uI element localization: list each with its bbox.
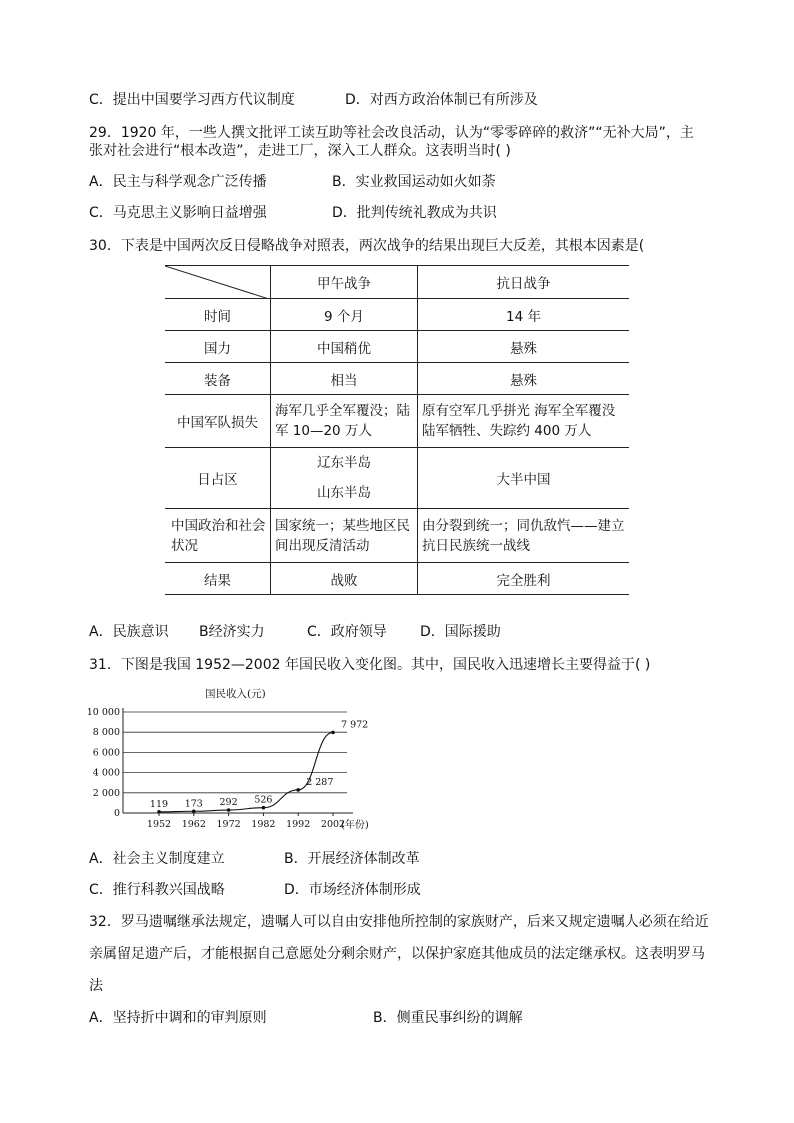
q28-option-d: D．对西方政治体制已有所涉及 <box>345 92 538 108</box>
q30-option-a: A．民族意识 <box>89 624 169 640</box>
row-label: 日占区 <box>165 448 271 509</box>
y-tick-label: 8 000 <box>92 727 120 739</box>
income-line-chart <box>85 685 385 835</box>
y-axis-label: 国民收入(元) <box>205 688 266 700</box>
data-label: 119 <box>149 798 169 810</box>
y-tick-labels <box>87 707 120 819</box>
y-tick-label: 2 000 <box>92 787 120 799</box>
row-label: 中国军队损失 <box>165 395 271 448</box>
table-row <box>165 363 629 395</box>
x-tick-label: 1952 <box>146 819 172 830</box>
y-tick-label: 0 <box>113 808 120 819</box>
cell-kangri: 完全胜利 <box>418 563 630 595</box>
data-point <box>262 806 266 810</box>
diagonal-divider <box>165 266 269 299</box>
cell-kangri: 由分裂到统一；同仇敌忾——建立抗日民族统一战线 <box>418 509 630 563</box>
cell-kangri: 悬殊 <box>418 363 630 395</box>
table-row <box>165 448 629 509</box>
q28-option-c: C．提出中国要学习西方代议制度 <box>89 92 295 108</box>
cell-line: 辽东半岛 <box>317 455 371 471</box>
q32-stem-line1: 32．罗马遗嘱继承法规定，遗嘱人可以自由安排他所控制的家族财产，后来又规定遗嘱人必须在给近 <box>89 914 709 930</box>
x-tick-label: 2002 <box>320 819 346 830</box>
data-label: 526 <box>254 794 273 806</box>
y-tick-label: 10 000 <box>86 707 120 718</box>
row-label: 装备 <box>165 363 271 395</box>
table-row <box>165 509 629 563</box>
data-point <box>331 731 335 735</box>
q30-option-c: C．政府领导 <box>307 624 387 640</box>
q29-option-c: C．马克思主义影响日益增强 <box>89 205 267 221</box>
q29-option-a: A．民主与科学观念广泛传播 <box>89 174 267 190</box>
table-row <box>165 299 629 331</box>
row-label: 结果 <box>165 563 271 595</box>
cell-jiawu: 中国稍优 <box>271 331 418 363</box>
cell-kangri: 原有空军几乎拼光 海军全军覆没陆军牺牲、失踪约 400 万人 <box>418 395 630 448</box>
x-tick-labels <box>147 819 345 830</box>
q29-option-d: D．批判传统礼教成为共识 <box>332 205 497 221</box>
row-label: 国力 <box>165 331 271 363</box>
q32-stem-line3: 法 <box>89 978 103 994</box>
table-row <box>165 563 629 595</box>
table-corner-cell <box>165 266 271 299</box>
x-tick-label: 1962 <box>181 819 206 830</box>
header-kangri: 抗日战争 <box>418 266 630 299</box>
table-header-row <box>165 266 629 299</box>
cell-kangri: 悬殊 <box>418 331 630 363</box>
data-labels <box>150 719 368 809</box>
data-label: 2 287 <box>306 776 334 788</box>
cell-jiawu: 9 个月 <box>271 299 418 331</box>
cell-jiawu: 相当 <box>271 363 418 395</box>
data-label: 173 <box>184 798 203 810</box>
data-label: 292 <box>219 797 238 809</box>
q29-option-b: B．实业救国运动如火如荼 <box>332 174 496 190</box>
table-row <box>165 395 629 448</box>
x-axis-label: (年份) <box>341 820 369 831</box>
y-tick-label: 4 000 <box>92 767 120 779</box>
q29-stem-line1: 29．1920 年，一些人撰文批评工读互助等社会改良活动，认为“零零碎碎的救济”“无补大局”，主 <box>89 125 694 141</box>
data-label: 7 972 <box>341 719 369 731</box>
data-point <box>296 788 300 792</box>
data-point <box>157 810 161 814</box>
cell-line: 山东半岛 <box>317 485 371 501</box>
q31-option-a: A．社会主义制度建立 <box>89 851 225 867</box>
q31-stem: 31．下图是我国 1952—2002 年国民收入变化图。其中，国民收入迅速增长主要得益于( ) <box>89 657 651 673</box>
cell-jiawu: 战败 <box>271 563 418 595</box>
data-point <box>192 809 196 813</box>
data-point <box>227 808 231 812</box>
header-jiawu: 甲午战争 <box>271 266 418 299</box>
cell-jiawu: 海军几乎全军覆没；陆军 10—20 万人 <box>271 395 418 448</box>
x-tick-label: 1982 <box>251 819 276 830</box>
q32-option-a: A．坚持折中调和的审判原则 <box>89 1010 267 1026</box>
q31-option-b: B．开展经济体制改革 <box>284 851 420 867</box>
q29-stem-line2: 张对社会进行“根本改造”，走进工厂，深入工人群众。这表明当时( ) <box>89 143 511 159</box>
cell-kangri: 大半中国 <box>418 448 630 509</box>
q31-option-d: D．市场经济体制形成 <box>284 882 421 898</box>
q31-option-c: C．推行科教兴国战略 <box>89 882 225 898</box>
x-tick-label: 1992 <box>286 819 311 830</box>
q32-option-b: B．侧重民事纠纷的调解 <box>373 1010 523 1026</box>
q30-stem: 30．下表是中国两次反日侵略战争对照表，两次战争的结果出现巨大反差，其根本因素是( <box>89 238 645 254</box>
q30-option-d: D．国际援助 <box>420 624 501 640</box>
y-tick-label: 6 000 <box>92 747 120 759</box>
comparison-table <box>165 265 629 595</box>
cell-jiawu: 国家统一；某些地区民间出现反清活动 <box>271 509 418 563</box>
cell-kangri: 14 年 <box>418 299 630 331</box>
row-label: 时间 <box>165 299 271 331</box>
cell-jiawu <box>271 448 418 509</box>
x-tick-label: 1972 <box>216 819 241 830</box>
table-row <box>165 331 629 363</box>
row-label: 中国政治和社会状况 <box>165 509 271 563</box>
q30-option-b: B经济实力 <box>199 624 265 640</box>
q32-stem-line2: 亲属留足遗产后，才能根据自己意愿处分剩余财产，以保护家庭其他成员的法定继承权。这表明罗马 <box>89 946 705 962</box>
